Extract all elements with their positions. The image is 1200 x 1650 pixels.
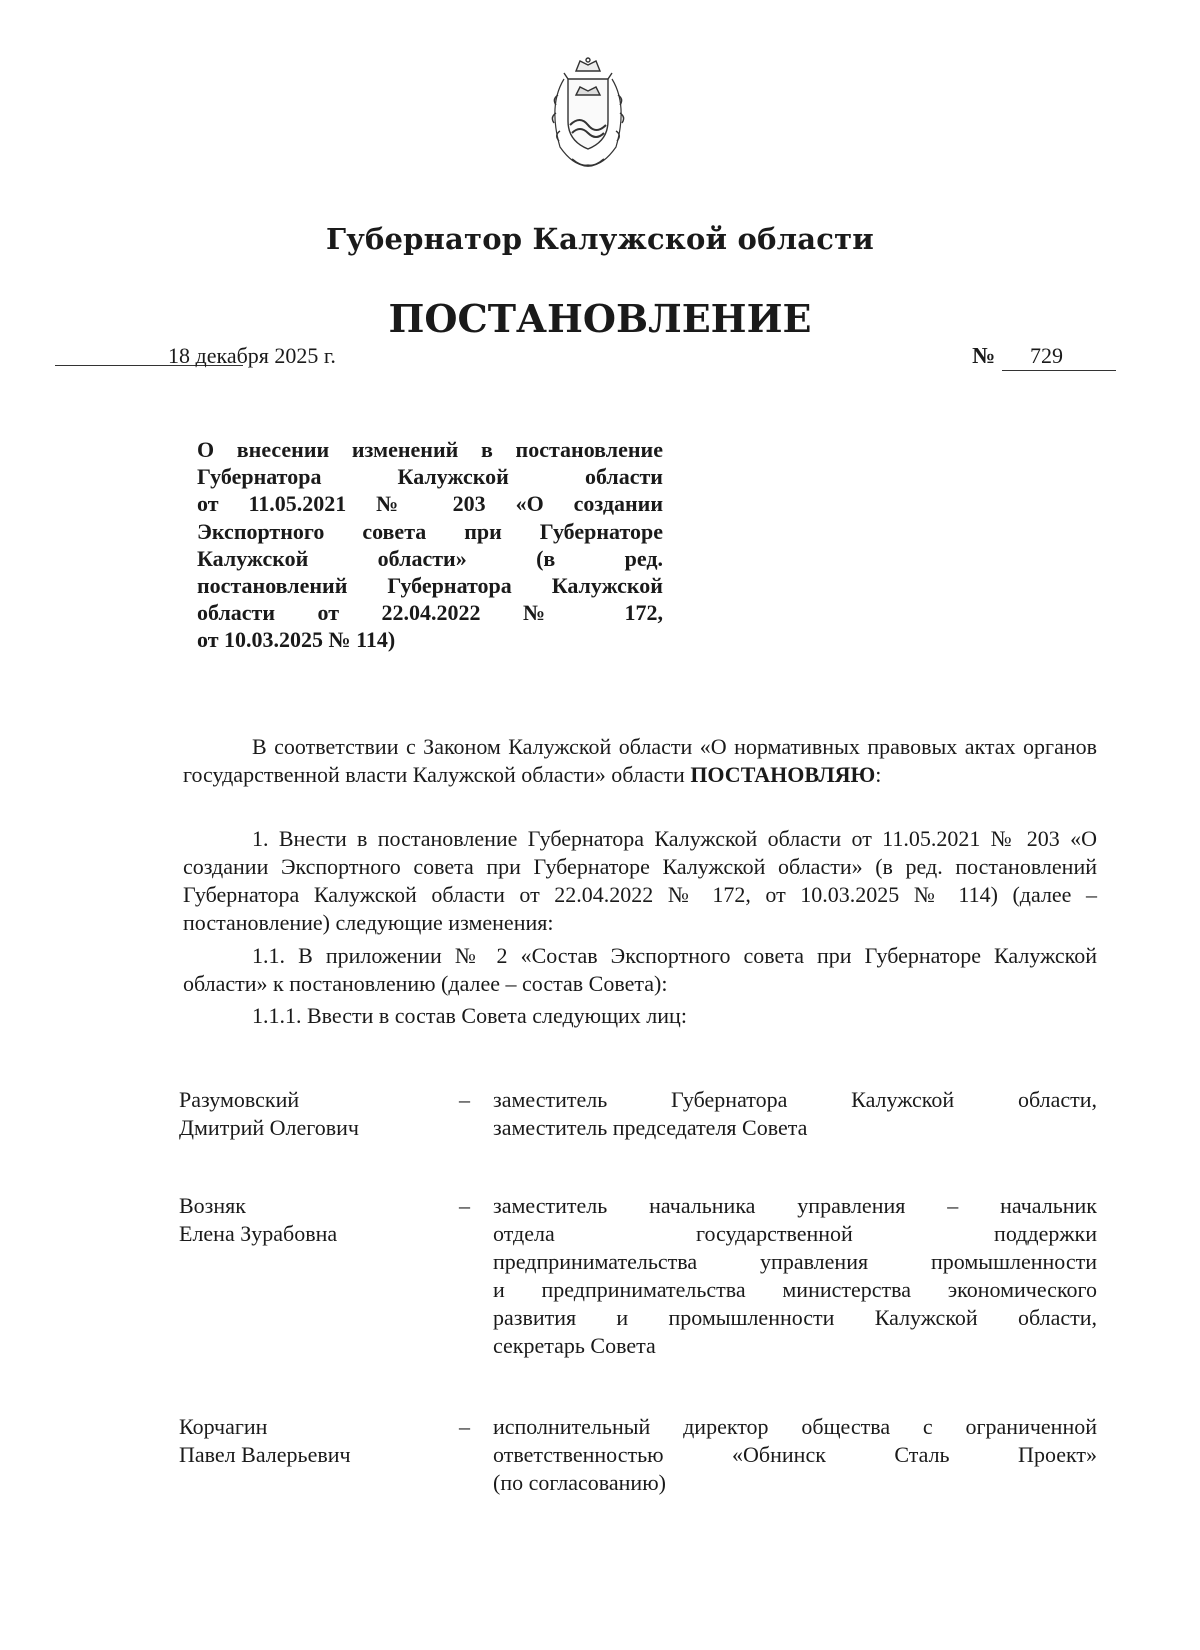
role-line: и предпринимательства министерства экономического xyxy=(493,1277,1097,1302)
member-surname: Возняк xyxy=(179,1193,246,1218)
member-name xyxy=(179,1413,439,1469)
member-given-names: Дмитрий Олегович xyxy=(179,1115,359,1140)
role-line: заместитель начальника управления – начальник xyxy=(493,1193,1097,1218)
subject-line: области от 22.04.2022 № 172, xyxy=(197,600,663,626)
clause-1: 1. Внести в постановление Губернатора Калужской области от 11.05.2021 № 203 «О создании Экспортного совета при Губернаторе Калужской области» (в ред. постановлений Губернатора Калужской области от 22.04.2022 № 172, от 10.03.2025 № 114) (далее – постановление) следующие изменения: xyxy=(183,826,1097,935)
document-subject xyxy=(197,436,663,654)
member-name xyxy=(179,1086,439,1142)
coat-of-arms-emblem xyxy=(538,55,638,177)
preamble-colon: : xyxy=(875,762,882,787)
role-line: (по согласованию) xyxy=(493,1470,666,1495)
document-date: 18 декабря 2025 г. xyxy=(168,343,336,368)
subject-line: Губернатора Калужской области xyxy=(197,464,663,490)
member-role xyxy=(493,1413,1097,1497)
subject-line: Калужской области» (в ред. xyxy=(197,545,663,571)
subject-line: О внесении изменений в постановление xyxy=(197,437,663,462)
role-line: секретарь Совета xyxy=(493,1333,656,1358)
member-dash: – xyxy=(459,1087,470,1112)
role-line: заместитель Губернатора Калужской области, xyxy=(493,1087,1097,1112)
member-given-names: Елена Зурабовна xyxy=(179,1221,338,1246)
issuing-authority: Губернатор Калужской области xyxy=(325,222,875,256)
subject-line: Экспортного совета при Губернаторе xyxy=(197,518,663,544)
document-type-title: ПОСТАНОВЛЕНИЕ xyxy=(388,296,812,341)
document-number: 729 xyxy=(1030,343,1063,368)
role-line: ответственностью «Обнинск Сталь Проект» xyxy=(493,1442,1097,1467)
member-surname: Разумовский xyxy=(179,1087,300,1112)
member-role xyxy=(493,1086,1097,1142)
decree-word: ПОСТАНОВЛЯЮ xyxy=(690,762,876,787)
preamble-paragraph xyxy=(183,733,1097,789)
subject-line: от 11.05.2021 № 203 «О создании xyxy=(197,491,663,517)
clause-1-1: 1.1. В приложении № 2 «Состав Экспортного совета при Губернаторе Калужской области» к постановлению (далее – состав Совета): xyxy=(183,943,1097,996)
member-given-names: Павел Валерьевич xyxy=(179,1442,351,1467)
role-line: отдела государственной поддержки xyxy=(493,1221,1097,1246)
clause-1-1-1: 1.1.1. Ввести в состав Совета следующих лиц: xyxy=(252,1003,687,1028)
number-underline xyxy=(1002,370,1116,371)
member-dash: – xyxy=(459,1414,470,1439)
member-surname: Корчагин xyxy=(179,1414,268,1439)
member-role xyxy=(493,1192,1097,1360)
role-line: развития и промышленности Калужской области, xyxy=(493,1305,1097,1330)
number-label: № xyxy=(972,343,996,368)
preamble-text: В соответствии с Законом Калужской области «О нормативных правовых актах органов государственной власти Калужской области» области xyxy=(183,734,1097,787)
member-name xyxy=(179,1192,439,1248)
member-dash: – xyxy=(459,1193,470,1218)
role-line: исполнительный директор общества с ограниченной xyxy=(493,1414,1097,1439)
subject-line: постановлений Губернатора Калужской xyxy=(197,573,663,599)
role-line: заместитель председателя Совета xyxy=(493,1115,808,1140)
role-line: предпринимательства управления промышленности xyxy=(493,1249,1097,1274)
subject-line: от 10.03.2025 № 114) xyxy=(197,627,396,653)
